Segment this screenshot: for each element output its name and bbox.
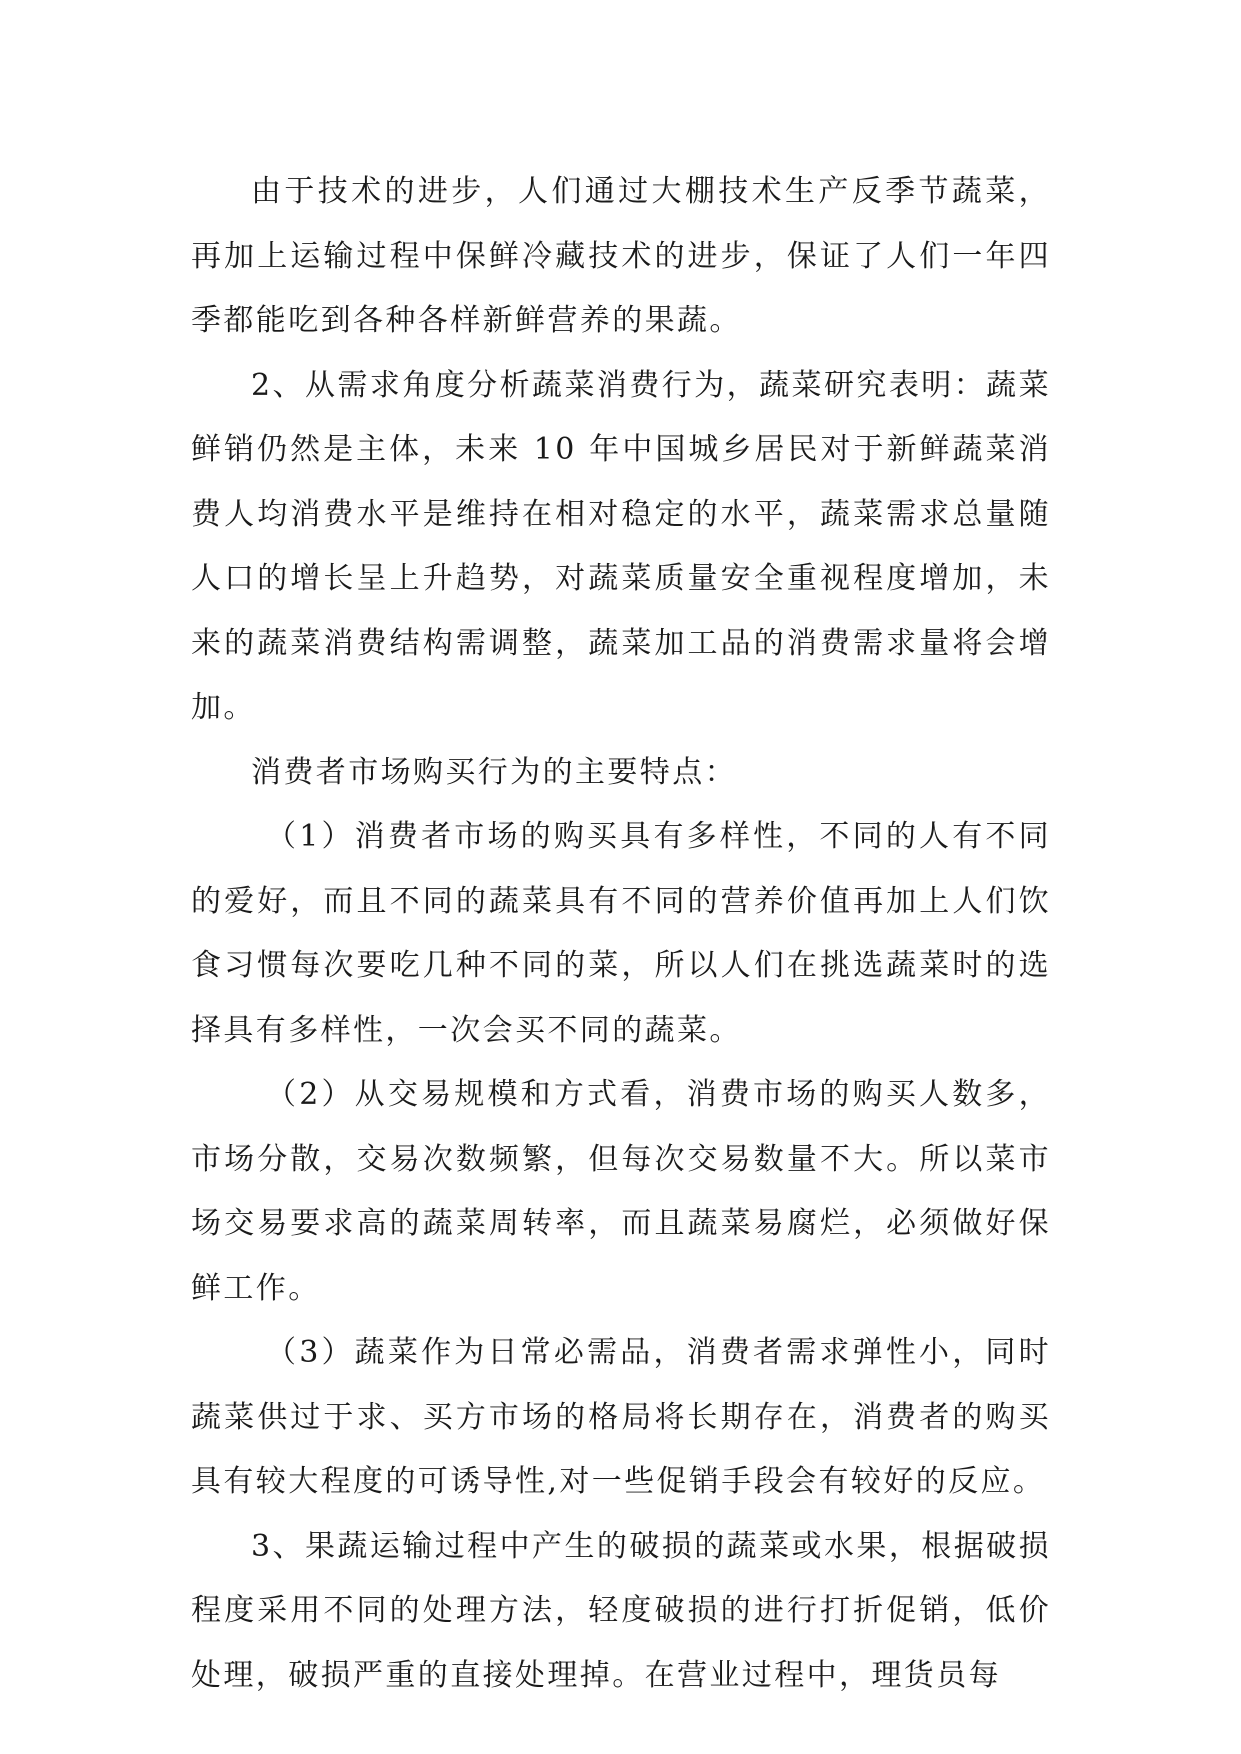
document-body — [191, 160, 1051, 1708]
paragraph-5: （2）从交易规模和方式看，消费市场的购买人数多，市场分散，交易次数频繁，但每次交易数量不大。所以菜市场交易要求高的蔬菜周转率，而且蔬菜易腐烂，必须做好保鲜工作。 — [191, 1077, 1051, 1306]
paragraph-3: 消费者市场购买行为的主要特点： — [251, 754, 737, 790]
paragraph-7: 3、果蔬运输过程中产生的破损的蔬菜或水果，根据破损程度采用不同的处理方法，轻度破损的进行打折促销，低价处理，破损严重的直接处理掉。在营业过程中，理货员每 — [191, 1528, 1051, 1693]
paragraph-4: （1）消费者市场的购买具有多样性，不同的人有不同的爱好，而且不同的蔬菜具有不同的营养价值再加上人们饮食习惯每次要吃几种不同的菜，所以人们在挑选蔬菜时的选择具有多样性，一次会买不同的蔬菜。 — [191, 819, 1051, 1048]
paragraph-2: 2、从需求角度分析蔬菜消费行为，蔬菜研究表明：蔬菜鲜销仍然是主体，未来 10 年中国城乡居民对于新鲜蔬菜消费人均消费水平是维持在相对稳定的水平，蔬菜需求总量随人口的增长呈上升趋势，对蔬菜质量安全重视程度增加，未来的蔬菜消费结构需调整，蔬菜加工品的消费需求量将会增加。 — [191, 367, 1051, 725]
paragraph-6: （3）蔬菜作为日常必需品，消费者需求弹性小，同时蔬菜供过于求、买方市场的格局将长期存在，消费者的购买具有较大程度的可诱导性,对一些促销手段会有较好的反应。 — [191, 1335, 1051, 1499]
paragraph-1: 由于技术的进步，人们通过大棚技术生产反季节蔬菜，再加上运输过程中保鲜冷藏技术的进步，保证了人们一年四季都能吃到各种各样新鲜营养的果蔬。 — [191, 174, 1051, 338]
